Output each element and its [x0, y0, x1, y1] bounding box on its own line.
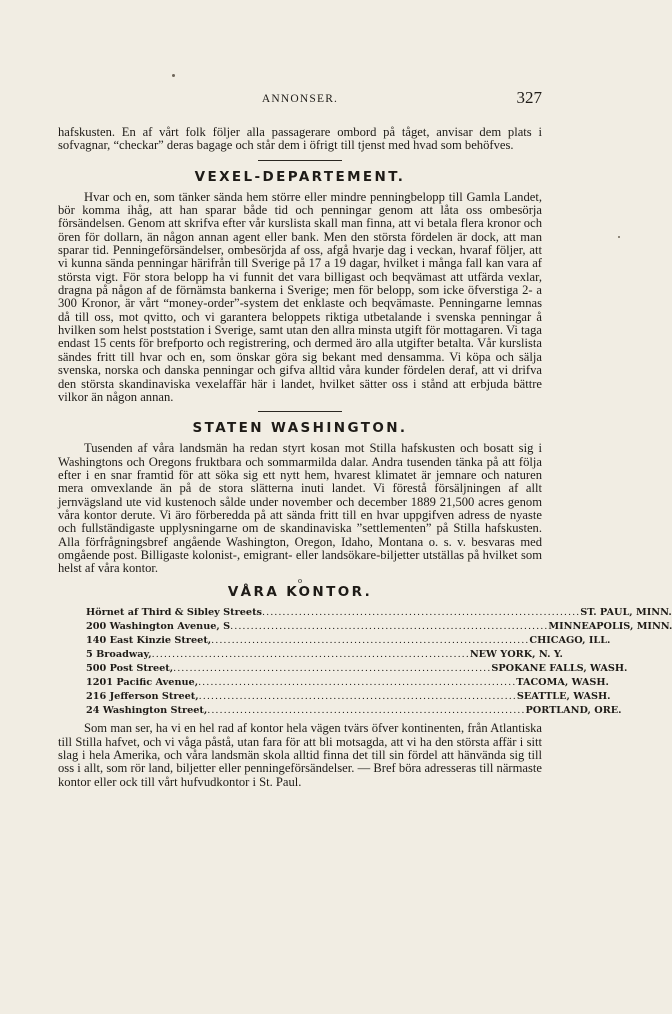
office-city: SEATTLE, WASH. [516, 691, 611, 703]
office-city: MINNEAPOLIS, MINN. [548, 620, 672, 632]
office-city: ST. PAUL, MINN. [580, 606, 672, 618]
kontor-section-title: VÅRA KONTOR. [227, 583, 373, 600]
office-city: PORTLAND, ORE. [525, 705, 622, 717]
office-address: 140 East Kinzie Street, [86, 634, 212, 646]
intro-paragraph: hafskusten. En af vårt folk följer alla passagerare ombord på tåget, anvisar dem plats i sofvagnar, “checkar” deras bagage och står dem i öfrigt till tjenst med hvad som behöfves. [58, 125, 542, 153]
office-address: 5 Broadway, [86, 648, 152, 660]
vexel-paragraph: Hvar och en, som tänker sända hem större eller mindre penningbelopp till Gamla Landet, bör komma ihåg, att han sparar både tid och penningar genom att låta oss ombesörja försändelsen. Genom att skrifva efter vår kurslista skall man finna, att vi betala flera kronor och ören för dollarn, än någon annan agent eller bank. Men den största fördelen är dock, att man sparar tid. Penningeförsändelser, ombesörjda af oss, afgå hvarje dag i veckan, hvaraf följer, att vi kunna sända penningar härifrån till Sverige på 17 a 19 dagar, hvilket i många fall kan vara af största vigt. För stora belopp ha vi funnit det vara billigast och beqvämast att utfärda vexlar, dragna på någon af de förnämsta bankerna i Sverige; men för belopp, som icke öfverstiga 2- a 300 Kronor, är vårt “money-order”-system det enklaste och beqvämaste. Penningarne lemnas då till oss, mot qvitto, och vi garantera beloppets riktiga utbetalande i svenska penningar å hvilken som helst poststation i Sverige, samt utan den allra minsta utgift för mottagaren. Vi taga endast 15 cents för brefporto och registrering, och dermed äro alla utgifter betalta. Vår kurslista sändes fritt till hvar och en, som önskar göra sig bekant med densamma. Vi köpa och sälja svenska, norska och danska penningar och gifva alltid våra kunder fördelen deraf, att vi drifva den största skandinaviska vexelaffär här i landet, hvilket sätter oss i stånd att erbjuda bättre vilkor än någon annan. [58, 189, 542, 404]
office-address: 200 Washington Avenue, S [86, 620, 231, 632]
leader-dots: .............................................................................. [230, 620, 549, 632]
ornament-mark: o [298, 575, 302, 585]
closing-paragraph: Som man ser, ha vi en hel rad af kontor hela vägen tvärs öfver kontinenten, från Atlantiska till Stilla hafvet, och vi våga påstå, utan fara för att bli motsagda, att vi ha den största affär i sitt slag i hela Amerika, och våra landsmän skola alltid finna det till sin fördel att hänvända sig till oss i allt, som rör land, biljetter eller penningeförsändelser. — Bref böra adresseras till närmaste kontor eller ock till vårt hufvudkontor i St. Paul. [58, 721, 542, 789]
paper-speck [618, 236, 620, 238]
office-row [86, 676, 609, 690]
office-address: 1201 Pacific Avenue, [86, 677, 199, 689]
office-city: CHICAGO, ILL. [529, 634, 611, 646]
office-list [86, 606, 672, 719]
office-address: 24 Washington Street, [86, 705, 208, 717]
page-number: 327 [516, 88, 542, 107]
page-header [58, 88, 542, 110]
office-address: Hörnet af Third & Sibley Streets [86, 606, 263, 618]
office-city: NEW YORK, N. Y. [469, 648, 563, 660]
office-row [86, 620, 672, 634]
leader-dots: .............................................................................. [207, 705, 526, 717]
running-title: ANNONSER. [261, 93, 339, 105]
office-row [86, 690, 611, 704]
divider-rule [258, 411, 342, 412]
office-city: TACOMA, WASH. [516, 677, 609, 689]
leader-dots: .............................................................................. [173, 663, 492, 674]
staten-section-title: STATEN WASHINGTON. [192, 420, 408, 437]
divider-rule [258, 160, 342, 161]
leader-dots: .............................................................................. [198, 677, 517, 689]
leader-dots: .............................................................................. [211, 634, 530, 646]
leader-dots: .............................................................................. [198, 691, 517, 703]
leader-dots: .............................................................................. [151, 648, 470, 660]
paper-speck [172, 74, 175, 77]
leader-dots: .............................................................................. [262, 606, 581, 618]
office-row [86, 704, 622, 718]
office-row [86, 648, 563, 662]
vexel-section-title: VEXEL-DEPARTEMENT. [194, 168, 406, 185]
office-address: 216 Jefferson Street, [86, 691, 199, 703]
office-row [86, 606, 672, 620]
office-row [86, 662, 628, 676]
office-city: SPOKANE FALLS, WASH. [491, 663, 628, 674]
page-body [58, 125, 672, 789]
staten-paragraph: Tusenden af våra landsmän ha redan styrt kosan mot Stilla hafskusten och bosatt sig i Washingtons och Oregons fruktbara och sommarmilda dalar. Andra tusenden tänka på att följa efter i en snar framtid för att söka sig ett nytt hem, hvarest klimatet är jemnare och naturen mera omvexlande än på de stora slätterna inuti landet. Vi förestå försäljningen af allt jernvägsland ute vid kustenoch sålde under november och december 1889 21,500 acres genom våra kontor derute. Vi äro förberedda på att sända fritt till en hvar uppgifven adress de nyaste och fullständigaste upplysningarne om de skandinaviska ”settlementen” på Stilla hafskusten. Alla förfrågningsbref angående Washington, Oregon, Idaho, Montana o. s. v. besvaras med omgående post. Billigaste kolonist-, emigrant- eller landsökare-biljetter utställas på hvilket som helst af våra kontor. [58, 441, 542, 576]
office-address: 500 Post Street, [86, 663, 174, 674]
office-row [86, 634, 611, 648]
